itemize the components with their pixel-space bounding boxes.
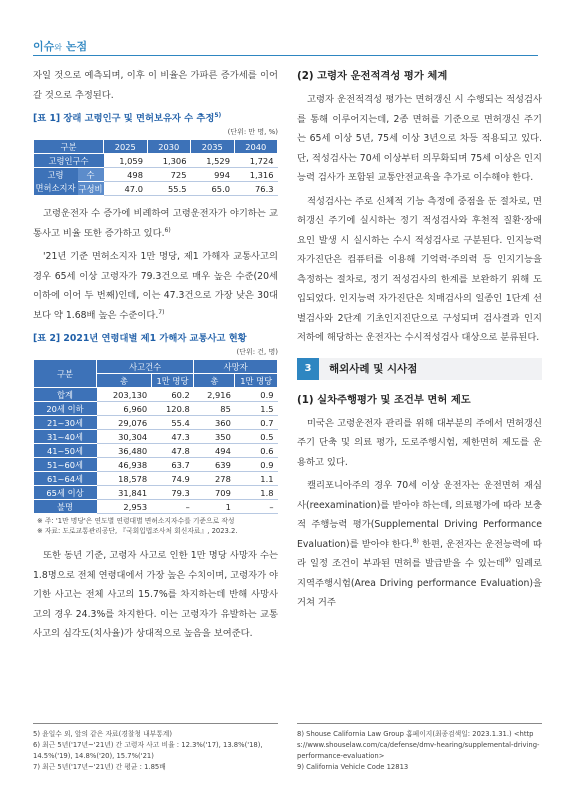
table-row [34,458,278,472]
cell: 2,916 [194,388,235,402]
footnotes-left [33,729,278,773]
cell: 1.5 [235,402,278,416]
paragraph: 자일 것으로 예측되며, 이후 이 비율은 가파른 증가세를 이어갈 것으로 추정된다. [33,70,278,101]
table2-header-cell: 1만 명당 [151,374,194,388]
cell: 1,724 [234,154,278,168]
cell: 31,841 [97,486,152,500]
table1-header-cell: 2035 [191,140,235,154]
cell: 0.5 [235,430,278,444]
paragraph: 고령자 운전적격성 평가는 면허갱신 시 수행되는 적성검사를 통해 이루어지는데, 2종 면허를 기준으로 면허갱신 주기는 65세 이상 5년, 75세 이상 3년으로 차등 적용되고 있다. 단, 적성검사는 70세 이상부터 의무화되며 75세 이상은 인지능력 검사가 포함된 교통안전교육을 추가로 이수해야 한다. [297,94,542,183]
table2-header-cell: 사망자 [194,360,278,374]
row-label: 31~40세 [34,430,97,444]
table2-header-cell: 1만 명당 [235,374,278,388]
cell: 85 [194,402,235,416]
cell: 63.7 [151,458,194,472]
table1-header-cell: 2025 [104,140,148,154]
left-column [33,66,278,648]
paragraph: 고령운전자 수 증가에 비례하여 고령운전자가 야기하는 교통사고 비율 또한 증가하고 있다.$^{6)}$ [33,208,278,239]
table-row [34,472,278,486]
header-rule [33,55,538,56]
table-row [34,486,278,500]
cell: 350 [194,430,235,444]
cell: 494 [194,444,235,458]
table-row [34,500,278,514]
cell: 30,304 [97,430,152,444]
cell: 55.5 [147,182,191,196]
row-label: 51~60세 [34,458,97,472]
table1-header-cell: 구분 [34,140,104,154]
cell: 120.8 [151,402,194,416]
cell: 79.3 [151,486,194,500]
section-heading: (2) 고령자 운전적격성 평가 체계 [297,70,448,82]
table2-header-cell: 총 [194,374,235,388]
row-label: 65세 이상 [34,486,97,500]
cell: – [235,500,278,514]
table-row [34,154,278,168]
header-text-2: 논점 [62,40,88,53]
table1-unit: (단위: 만 명, %) [227,128,278,136]
footnote: 8) Shouse California Law Group 홈페이지(최종검색일: 2023.1.31.) <https://www.shouselaw.com/ca/defense/dmv-hearing/supplemental-driving-performance-evaluation> [297,730,540,760]
chapter-banner [297,358,542,380]
header-text: 이슈 [33,40,55,53]
cell: 47.0 [104,182,148,196]
table-row [34,430,278,444]
chapter-title: 해외사례 및 시사점 [329,363,418,375]
cell: 203,130 [97,388,152,402]
table-row [34,416,278,430]
paragraph: 미국은 고령운전자 관리를 위해 대부분의 주에서 면허갱신주기 단축 및 의료 평가, 도로주행시험, 제한면허 제도를 운용하고 있다. [297,417,542,468]
footnote-rule [33,723,278,724]
table-row [34,444,278,458]
cell: 709 [194,486,235,500]
cell: 29,076 [97,416,152,430]
cell: 1.8 [235,486,278,500]
cell: 360 [194,416,235,430]
cell: 1.1 [235,472,278,486]
cell: 47.3 [151,430,194,444]
row-label: 불명 [34,500,97,514]
row-label: 수 [78,168,104,182]
cell: 1,306 [147,154,191,168]
table1-header-cell: 2040 [234,140,278,154]
cell: 0.6 [235,444,278,458]
cell: 46,938 [97,458,152,472]
footnote: 7) 최근 5년('17년~'21년) 간 평균 : 1.85배 [33,763,166,771]
table2 [33,359,278,514]
paragraph: 적성검사는 주로 신체적 기능 측정에 중점을 둔 절차로, 면허갱신 주기에 실시하는 정기 적성검사와 후천적 질환·장애 요인 발생 시 실시하는 수시 적성검사로 구분된다. 인지능력 자가진단은 컴퓨터를 이용해 기억력·주의력 등 인지기능을 측정하는 절차로, 정기 적성검사의 한계를 보완하기 위해 도입되었다. 인지능력 자가진단은 치매검사의 일종인 1단계 선별검사와 2단계 기초인지진단으로 구성되며 검사결과 인지저하에 해당하는 운전자는 수시적성검사 대상으로 분류된다. [297,195,542,343]
cell: 1,316 [234,168,278,182]
table-row [34,388,278,402]
chapter-number: 3 [297,358,319,380]
table2-header-cell: 총 [97,374,152,388]
table-row [34,168,278,182]
section-heading: (1) 실차주행평가 및 조건부 면허 제도 [297,393,471,406]
cell: 725 [147,168,191,182]
paragraph: '21년 기준 면허소지자 1만 명당, 제1 가해자 교통사고의 경우 65세 이상 고령자가 79.3건으로 매우 높은 수준(20세 이하에 이어 두 번째)인데, 이는 47.3건으로 가장 낮은 30대보다 약 1.68배 높은 수준이다.$^{7)}$ [33,251,278,321]
row-label: 20세 이하 [34,402,97,416]
cell: 1 [194,500,235,514]
cell: – [151,500,194,514]
table2-source: ※ 자료: 도로교통관리공단, 『국회입법조사처 회신자료』, 2023.2. [37,527,238,535]
cell: 0.9 [235,388,278,402]
running-header [33,38,87,54]
footnotes-right [297,729,542,773]
row-label: 고령인구수 [34,154,104,168]
cell: 994 [191,168,235,182]
row-label: 21~30세 [34,416,97,430]
cell: 74.9 [151,472,194,486]
cell: 55.4 [151,416,194,430]
table1-title: [표 1] 장래 고령인구 및 면허보유자 수 추정$^{5)}$ [33,111,222,124]
cell: 278 [194,472,235,486]
cell: 65.0 [191,182,235,196]
cell: 18,578 [97,472,152,486]
cell: 1,059 [104,154,148,168]
row-label: 61~64세 [34,472,97,486]
cell: 498 [104,168,148,182]
footnote: 5) 윤일수 외, 앞의 같은 자료(경찰청 내부통계) [33,730,173,738]
table2-unit: (단위: 건, 명) [236,348,278,356]
cell: 0.9 [235,458,278,472]
row-label: 41~50세 [34,444,97,458]
cell: 1,529 [191,154,235,168]
table1-header-cell: 2030 [147,140,191,154]
footnote-rule [297,723,542,724]
paragraph: 캘리포니아주의 경우 70세 이상 운전자는 운전면허 재심사(reexamination)를 받아야 하는데, 의료평가에 따라 보충적 주행능력 평가(Supplemental Driving Performance Evaluation)를 받아야 한다.$^{8)}$ 한편, 운전자는 운전능력에 따라 일정 조건이 부과된 면허를 발급받을 수 있는데$^{9)}$ 일례로 지역주행시험(Area Driving performance Evaluation)을 거쳐 거주 [297,480,542,608]
right-column [297,66,542,617]
table1 [33,139,278,196]
group-label: 고령 면허소지자 [34,168,78,196]
cell: 47.8 [151,444,194,458]
cell: 2,953 [97,500,152,514]
row-label: 구성비 [78,183,103,194]
footnote: 6) 최근 5년('17년~'21년) 간 고령자 사고 비율 : 12.3%('17), 13.8%('18), 14.5%('19), 14.8%('20), 15.7%('21) [33,741,263,760]
table-row [34,402,278,416]
cell: 6,960 [97,402,152,416]
cell: 639 [194,458,235,472]
cell: 76.3 [234,182,278,196]
paragraph: 또한 동년 기준, 고령자 사고로 인한 1만 명당 사망자 수는 1.8명으로 전체 연령대에서 가장 높은 수치이며, 고령자가 야기한 사고는 전체 사고의 15.7%를 차지하는데 반해 사망사고의 경우 24.3%를 차지한다. 이는 고령자가 유발하는 교통사고의 심각도(치사율)가 상대적으로 높음을 보여준다. [33,550,278,639]
cell: 36,480 [97,444,152,458]
header-particle: 와 [54,43,62,52]
table2-note: ※ 주: '1만 명당'은 연도별 연령대별 면허소지자수를 기준으로 작성 [37,517,235,525]
cell: 60.2 [151,388,194,402]
footnote: 9) California Vehicle Code 12813 [297,763,409,771]
table2-header-cell: 사고건수 [97,360,194,374]
table2-title: [표 2] 2021년 연령대별 제1 가해자 교통사고 현황 [33,333,247,344]
cell: 0.7 [235,416,278,430]
row-label: 합계 [34,388,97,402]
table2-header-cell: 구분 [34,360,97,388]
